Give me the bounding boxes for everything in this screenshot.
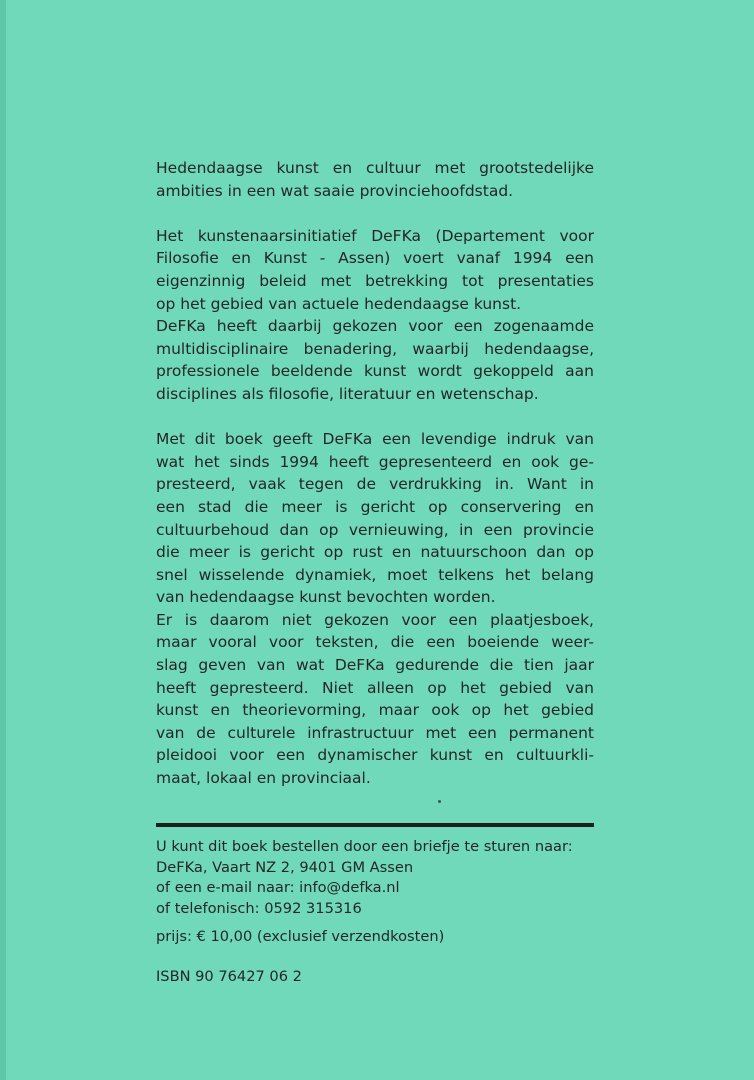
text-line: DeFKa heeft daarbij gekozen voor een zogenaamde xyxy=(156,317,594,336)
text-line: wat het sinds 1994 heeft gepresenteerd en ook ge- xyxy=(156,452,594,471)
text-line: slag geven van wat DeFKa gedurende die tien jaar xyxy=(156,656,594,675)
text-line: disciplines als filosofie, literatuur en wetenschap. xyxy=(156,384,539,403)
text-line: op het gebied van actuele hedendaagse kunst. xyxy=(156,294,522,313)
phone-line: of telefonisch: 0592 315316 xyxy=(156,899,362,917)
blurb-text xyxy=(156,157,594,790)
order-info xyxy=(156,837,606,919)
text-line: Met dit boek geeft DeFKa een levendige indruk van xyxy=(156,430,594,449)
about-defka-paragraph xyxy=(156,225,594,406)
paper-speck xyxy=(438,800,441,803)
cover-edge xyxy=(0,0,6,1080)
price-line: prijs: € 10,00 (exclusief verzendkosten) xyxy=(156,928,445,945)
text-line: Er is daarom niet gekozen voor een plaatjesboek, xyxy=(156,610,594,629)
text-line: maat, lokaal en provinciaal. xyxy=(156,769,371,788)
text-line: maar vooral voor teksten, die een boeiende weer- xyxy=(156,633,594,652)
email-line: of een e-mail naar: info@defka.nl xyxy=(156,879,400,896)
text-line: pleidooi voor een dynamischer kunst en cultuurkli- xyxy=(156,746,594,765)
text-line: van hedendaagse kunst bevochten worden. xyxy=(156,588,496,607)
intro-paragraph xyxy=(156,157,594,202)
text-line: eigenzinnig beleid met betrekking tot presentaties xyxy=(156,271,594,290)
text-line: een stad die meer is gericht op conservering en xyxy=(156,497,594,516)
text-line: presteerd, vaak tegen de verdrukking in. Want in xyxy=(156,475,594,494)
text-line: Het kunstenaarsinitiatief DeFKa (Departement voor xyxy=(156,226,594,245)
text-line: heeft gepresteerd. Niet alleen op het gebied van xyxy=(156,678,594,697)
order-instructions: U kunt dit boek bestellen door een briefje te sturen naar: xyxy=(156,838,573,855)
text-line: multidisciplinaire benadering, waarbij hedendaagse, xyxy=(156,339,594,358)
divider-rule xyxy=(156,823,594,827)
text-line: Filosofie en Kunst - Assen) voert vanaf 1994 een xyxy=(156,249,594,268)
text-line: kunst en theorievorming, maar ook op het gebied xyxy=(156,701,594,720)
text-line: ambities in een wat saaie provinciehoofdstad. xyxy=(156,181,514,200)
isbn-line: ISBN 90 76427 06 2 xyxy=(156,968,302,985)
text-line: professionele beeldende kunst wordt gekoppeld aan xyxy=(156,362,594,381)
text-line: snel wisselende dynamiek, moet telkens het belang xyxy=(156,565,594,584)
text-line: Hedendaagse kunst en cultuur met grootstedelijke xyxy=(156,159,594,177)
text-line: cultuurbehoud dan op vernieuwing, in een provincie xyxy=(156,520,594,539)
postal-address: DeFKa, Vaart NZ 2, 9401 GM Assen xyxy=(156,858,414,876)
book-paragraph xyxy=(156,428,594,790)
text-line: die meer is gericht op rust en natuurschoon dan op xyxy=(156,543,594,562)
text-line: van de culturele infrastructuur met een permanent xyxy=(156,723,594,742)
